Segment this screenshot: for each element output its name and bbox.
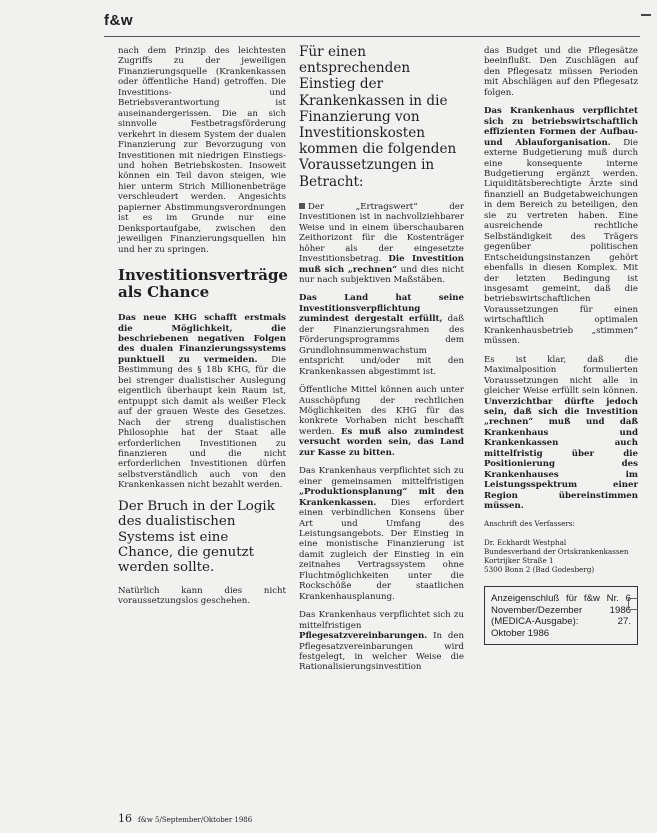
col2-para5 — [299, 610, 464, 673]
col1-para2-text: Die Bestimmung des § 18b KHG, für die bei strenger dualistischer Auslegung eigentlich überhaupt kein Raum ist, entpuppt sich damit als weißer Fleck auf der grauen Weste des Gesetzes. Nach der streng dualistischen Philosophie hat der Staat alle erforderlichen Investitionen zu finanzieren und die nicht erforderlichen Investitionen dürfen selbstverständlich auch von den Krankenkassen nicht bezahlt werden. — [118, 354, 286, 491]
author-address — [484, 519, 638, 574]
col2-para2 — [299, 293, 464, 377]
page-number: 16 — [118, 812, 132, 825]
author-line: Kortrijker Straße 1 — [484, 556, 554, 566]
col3-para3-bold: Unverzichtbar dürfte jedoch sein, daß sich die Investition „rechnen“ muß und daß Krankenhaus und Krankenkassen auch mittelfristig über die Positionierung des Krankenhauses im Leistungsspektrum einer Region übereinstimmen müssen. — [484, 396, 638, 512]
col3-para2-bold: Das Krankenhaus verpflichtet sich zu betriebswirtschaftlich effizienten Formen der Aufbau- und Ablauforganisation. — [484, 106, 638, 148]
col2-para2-tail: daß der Finanzierungsrahmen des Förderungsprogramms dem Grundlohnsummenwachstum entspricht und/oder mit den Krankenkassen abgestimmt ist. — [299, 314, 464, 377]
header-rule — [104, 36, 640, 37]
col3-para2 — [484, 106, 638, 346]
col3-para3 — [484, 355, 638, 512]
edge-mark — [641, 14, 651, 16]
col2-bullet-para — [299, 202, 464, 286]
col2-para5-tail: In den Pflegesatzvereinbarungen wird festgelegt, in welcher Weise die Rationalisierungsinvestition — [299, 631, 464, 673]
column-2 — [299, 44, 464, 681]
col1-intro: nach dem Prinzip des leichtesten Zugriffs zu der jeweiligen Finanzierungsquelle (Krankenkassen oder öffentliche Hand) getroffen. Die Investitions- und Betriebsverantwortung ist auseinandergerissen. Die an sich sinnvolle Festbetragsförderung verkehrt in diesem System der dualen Finanzierung zur Bevorzugung von Investitionen mit niedrigen Einstiegs- und hohen Betriebskosten. Insoweit können ein Teil davon steigen, wie hier unterm Strich Millionenbeträge verschleudert werden. Angesichts papierner Abstimmungsverordnungen ist es im Grunde nur eine Denksportaufgabe, zwischen den jeweiligen Finanzierungsquellen hin und her zu springen. — [118, 46, 286, 255]
corner-box — [628, 598, 638, 610]
col2-para5-bold: Pflegesatzvereinbarungen. — [299, 631, 428, 642]
author-line: Bundesverband der Ortskrankenkassen — [484, 547, 629, 557]
square-bullet-icon — [299, 203, 305, 209]
col3-para3-text: Es ist klar, daß die Maximalposition formulierten Voraussetzungen nicht alle in gleicher Weise erfüllt sein können. — [484, 354, 638, 397]
col2-bullet-tail: und dies nicht nur nach subjektiven Maßstäben. — [299, 264, 465, 285]
col2-para4-tail: Dies erfordert einen verbindlichen Konsens über Art und Umfang des Leistungsangebots. Der Einstieg in eine monistische Finanzierung ist damit zugleich der Einstieg in ein zeitnahes Vertragssystem ohne Fluchtmöglichkeiten unter die Rockschöße der staatlichen Krankenhausplanung. — [299, 497, 465, 602]
col3-para1: das Budget und die Pflegesätze beeinflußt. Den Zuschlägen auf den Pflegesatz müssen Perioden mit Abschlägen auf den Pflegesatz folgen. — [484, 46, 638, 98]
magazine-logo: f&w — [104, 12, 133, 29]
col2-para3-text: Öffentliche Mittel können auch unter Ausschöpfung der rechtlichen Möglichkeiten des KHG für das konkrete Vorhaben nicht beschafft werden. — [299, 385, 464, 437]
author-line: Dr. Eckhardt Westphal — [484, 538, 567, 548]
col2-para3-bold: Es muß also zumindest versucht worden sein, das Land zur Kasse zu bitten. — [299, 426, 465, 458]
col2-para5-start: Das Krankenhaus verpflichtet sich zu mittelfristigen — [299, 610, 464, 631]
col2-para4 — [299, 466, 464, 602]
column-1 — [118, 46, 286, 615]
col2-bullet-bold: Die Investition muß sich „rechnen“ — [299, 254, 464, 275]
footer-text: f&w 5/September/Oktober 1986 — [138, 816, 253, 824]
col2-headline: Für einen entsprechenden Einstieg der Krankenkassen in die Finanzierung von Investitionskosten kommen die folgenden Voraussetzungen in Betracht: — [299, 44, 457, 190]
column-3 — [484, 46, 638, 645]
col1-para3: Natürlich kann dies nicht voraussetzungslos geschehen. — [118, 585, 286, 607]
col2-para4-bold: „Produktionsplanung“ mit den Krankenkassen. — [299, 487, 464, 508]
col2-para2-bold: Das Land hat seine Investitionsverpflichtung zumindest dergestalt erfüllt, — [299, 293, 464, 325]
col2-para3 — [299, 385, 464, 458]
page-footer — [118, 812, 252, 825]
col1-para2 — [118, 313, 286, 491]
col1-bold-lead: Das neue KHG schafft erstmals die Möglichkeit, die beschriebenen negativen Folgen des dualen Finanzierungssystems punktuell zu vermeiden. — [118, 313, 286, 365]
author-line: 5300 Bonn 2 (Bad Godesberg) — [484, 565, 595, 575]
section-heading: Investitionsverträge als Chance — [118, 266, 288, 302]
ad-deadline-box: Anzeigenschluß für f&w Nr. 6 November/Dezember 1986 (MEDICA-Ausgabe): 27. Oktober 1986 — [484, 586, 638, 645]
col2-bullet-text: Der „Ertragswert“ der Investitionen ist in nachvollziehbarer Weise und in einem überschaubaren Zeithorizont für die Kostenträger höher als der eingesetzte Investitionsbetrag. — [299, 201, 464, 265]
author-label: Anschrift des Verfassers: — [484, 519, 575, 529]
pull-quote: Der Bruch in der Logik des dualistischen Systems ist eine Chance, die genutzt werden sollte. — [118, 498, 275, 576]
col3-para2-tail: Die externe Budgetierung muß durch eine konsequente interne Budgetierung ergänzt werden. Liquiditätsberechtigte Ärzte sind finanziell an Budgetabweichungen in dem Bereich zu beteiligen, den sie zu vertreten haben. Eine ausreichende rechtliche Selbständigkeit des Trägers gegenüber politischen Entscheidungsinstanzen gehört ebenfalls in diesen Komplex. Mit der letzten Bedingung ist insgesamt gemeint, daß die betriebswirtschaftlichen Voraussetzungen für einen wirtschaftlich optimalen Krankenhausbetrieb „stimmen“ müssen. — [484, 137, 638, 347]
col2-para4-start: Das Krankenhaus verpflichtet sich zu einer gemeinsamen mittelfristigen — [299, 466, 464, 487]
